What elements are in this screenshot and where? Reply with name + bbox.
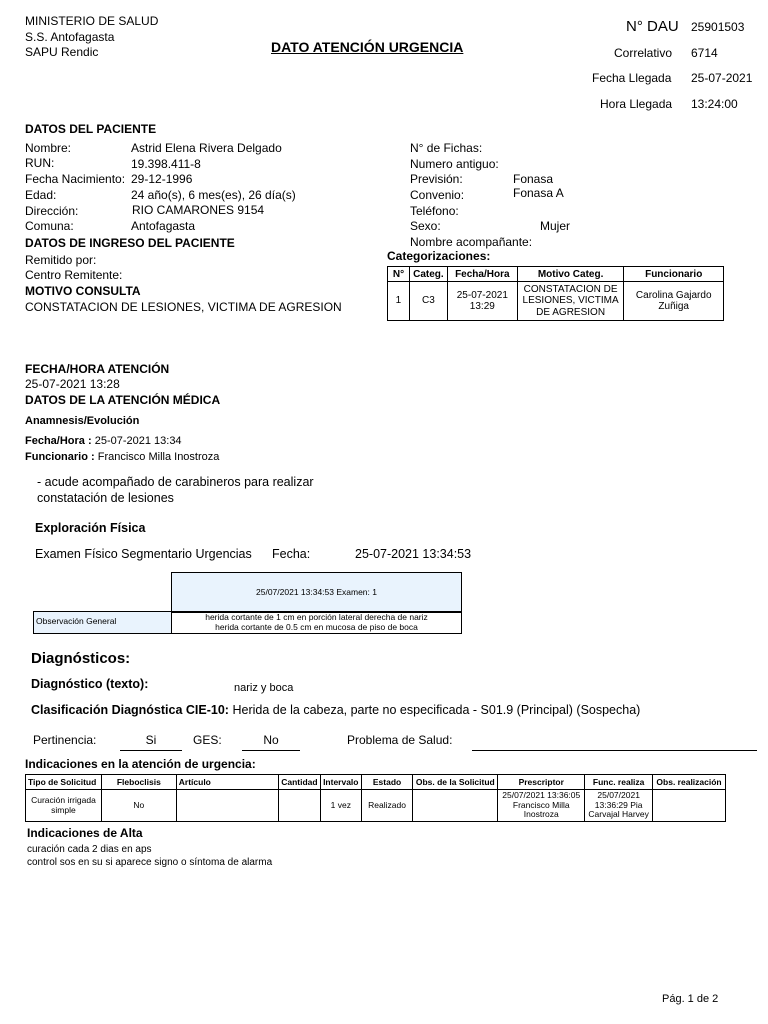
cell-cantidad: [278, 790, 320, 822]
fecha-hora-value: 25-07-2021 13:34: [94, 435, 182, 447]
prevision-value: Fonasa: [513, 172, 554, 186]
categorizaciones-title: Categorizaciones:: [387, 249, 491, 263]
convenio-label: Convenio:: [410, 188, 465, 202]
cie-row: [31, 703, 640, 718]
header-obs-solicitud: Obs. de la Solicitud: [413, 775, 498, 790]
observacion-value-box: [171, 611, 462, 634]
cell-articulo: [176, 790, 278, 822]
observacion-line-2: herida cortante de 0.5 cm en mucosa de piso de boca: [215, 622, 418, 632]
table-row: [388, 282, 724, 321]
cell-prescriptor: 25/07/2021 13:36:05 Francisco Milla Inostroza: [498, 790, 585, 822]
header-estado: Estado: [361, 775, 413, 790]
header-fleboclisis: Fleboclisis: [101, 775, 176, 790]
observacion-line-1: herida cortante de 1 cm en porción lateral derecha de nariz: [205, 612, 428, 622]
pertinencia-value: Si: [120, 733, 182, 751]
header-categ: Categ.: [409, 267, 447, 282]
header-tipo: Tipo de Solicitud: [26, 775, 102, 790]
prevision-label: Previsión:: [410, 172, 463, 186]
categorizaciones-table: [387, 266, 724, 321]
fecha-llegada-label: Fecha Llegada: [592, 71, 672, 85]
fichas-label: N° de Fichas:: [410, 141, 483, 155]
examen-fecha-label: Fecha:: [272, 547, 311, 561]
fecha-llegada-value: 25-07-2021: [691, 71, 753, 85]
header-articulo: Artículo: [176, 775, 278, 790]
alta-line-2: control sos en su si aparece signo o síntoma de alarma: [27, 857, 273, 868]
correlativo-label: Correlativo: [614, 46, 673, 60]
header-prescriptor: Prescriptor: [498, 775, 585, 790]
header-motivo: Motivo Categ.: [517, 267, 624, 282]
problema-salud-line: [472, 750, 757, 751]
examen-label: Examen Físico Segmentario Urgencias: [35, 547, 252, 561]
problema-salud-label: Problema de Salud:: [347, 733, 453, 747]
header-cantidad: Cantidad: [278, 775, 320, 790]
header-funcionario: Funcionario: [624, 267, 724, 282]
direccion-value: RIO CAMARONES 9154: [132, 203, 265, 217]
fecha-hora-label: Fecha/Hora :: [25, 435, 92, 447]
funcionario-row: [25, 451, 219, 464]
fecha-hora-row: [25, 435, 182, 448]
remitido-label: Remitido por:: [25, 253, 97, 267]
motivo-value: CONSTATACION DE LESIONES, VICTIMA DE AGRESION: [25, 300, 342, 314]
nombre-label: Nombre:: [25, 141, 72, 155]
patient-section-title: DATOS DEL PACIENTE: [25, 122, 157, 136]
atencion-medica-title: DATOS DE LA ATENCIÓN MÉDICA: [25, 393, 221, 407]
cell-tipo: Curación irrigada simple: [26, 790, 102, 822]
cie-label: Clasificación Diagnóstica CIE-10:: [31, 703, 229, 717]
header-intervalo: Intervalo: [320, 775, 361, 790]
service-label: S.S. Antofagasta: [25, 30, 115, 44]
edad-label: Edad:: [25, 188, 57, 202]
cie-value: Herida de la cabeza, parte no especificada - S01.9 (Principal) (Sospecha): [232, 703, 641, 717]
cell-func-realiza: 25/07/2021 13:36:29 Pia Carvajal Harvey: [585, 790, 653, 822]
indicaciones-title: Indicaciones en la atención de urgencia:: [25, 757, 256, 771]
dau-label: N° DAU: [626, 18, 679, 35]
run-label: RUN:: [25, 156, 55, 170]
hora-llegada-label: Hora Llegada: [600, 97, 673, 111]
diagnostico-texto-label: Diagnóstico (texto):: [31, 677, 149, 691]
nota-line-2: constatación de lesiones: [37, 491, 174, 505]
correlativo-value: 6714: [691, 46, 718, 60]
table-row: [26, 790, 726, 822]
funcionario-value: Francisco Milla Inostroza: [97, 451, 220, 463]
indicaciones-table: [25, 774, 726, 822]
header-func-realiza: Func. realiza: [585, 775, 653, 790]
sexo-value: Mujer: [540, 219, 571, 233]
alta-line-1: curación cada 2 dias en aps: [27, 844, 152, 855]
alta-title: Indicaciones de Alta: [27, 826, 143, 840]
nota-line-1: - acude acompañado de carabineros para realizar: [37, 475, 314, 489]
table-header-row: [26, 775, 726, 790]
header-obs-realizacion: Obs. realización: [653, 775, 726, 790]
unit-label: SAPU Rendic: [25, 45, 99, 59]
header-numero: N°: [388, 267, 410, 282]
nacimiento-value: 29-12-1996: [131, 172, 193, 186]
direccion-label: Dirección:: [25, 204, 79, 218]
fecha-atencion-value: 25-07-2021 13:28: [25, 377, 120, 391]
observacion-label: Observación General: [36, 616, 117, 626]
comuna-label: Comuna:: [25, 219, 74, 233]
anamnesis-title: Anamnesis/Evolución: [25, 415, 140, 427]
nombre-value: Astrid Elena Rivera Delgado: [131, 141, 282, 155]
examen-header-box: [171, 572, 462, 613]
examen-fecha-value: 25-07-2021 13:34:53: [355, 547, 472, 561]
pertinencia-label: Pertinencia:: [33, 733, 97, 747]
observacion-label-box: [33, 611, 172, 634]
acompanante-label: Nombre acompañante:: [410, 235, 533, 249]
ministry-label: MINISTERIO DE SALUD: [25, 14, 159, 28]
motivo-title: MOTIVO CONSULTA: [25, 284, 141, 298]
cell-obs-solicitud: [413, 790, 498, 822]
header-fecha-hora: Fecha/Hora: [447, 267, 517, 282]
cell-motivo: CONSTATACION DE LESIONES, VICTIMA DE AGRESION: [517, 282, 624, 321]
cell-funcionario: Carolina Gajardo Zuñiga: [624, 282, 724, 321]
run-value: 19.398.411-8: [131, 157, 201, 171]
diagnosticos-title: Diagnósticos:: [31, 650, 131, 667]
cell-fleboclisis: No: [101, 790, 176, 822]
ges-label: GES:: [193, 733, 222, 747]
edad-value: 24 año(s), 6 mes(es), 26 día(s): [131, 188, 296, 202]
cell-intervalo: 1 vez: [320, 790, 361, 822]
comuna-value: Antofagasta: [131, 219, 196, 233]
page-number: Pág. 1 de 2: [662, 993, 719, 1005]
cell-estado: Realizado: [361, 790, 413, 822]
cell-numero: 1: [388, 282, 410, 321]
fecha-atencion-title: FECHA/HORA ATENCIÓN: [25, 362, 170, 376]
cell-fecha-hora: 25-07-2021 13:29: [447, 282, 517, 321]
diagnostico-texto-value: nariz y boca: [234, 682, 294, 694]
antiguo-label: Numero antiguo:: [410, 157, 499, 171]
ingreso-section-title: DATOS DE INGRESO DEL PACIENTE: [25, 236, 235, 250]
centro-label: Centro Remitente:: [25, 268, 123, 282]
examen-header-text: 25/07/2021 13:34:53 Examen: 1: [256, 587, 377, 597]
cell-obs-realizacion: [653, 790, 726, 822]
document-title: DATO ATENCIÓN URGENCIA: [271, 39, 464, 55]
exploracion-title: Exploración Física: [35, 521, 146, 535]
funcionario-label: Funcionario :: [25, 451, 95, 463]
telefono-label: Teléfono:: [410, 204, 459, 218]
cell-categ: C3: [409, 282, 447, 321]
table-header-row: [388, 267, 724, 282]
dau-value: 25901503: [691, 20, 745, 34]
ges-value: No: [242, 733, 300, 751]
sexo-label: Sexo:: [410, 219, 441, 233]
nacimiento-label: Fecha Nacimiento:: [25, 172, 126, 186]
convenio-value: Fonasa A: [513, 186, 564, 200]
hora-llegada-value: 13:24:00: [691, 97, 738, 111]
